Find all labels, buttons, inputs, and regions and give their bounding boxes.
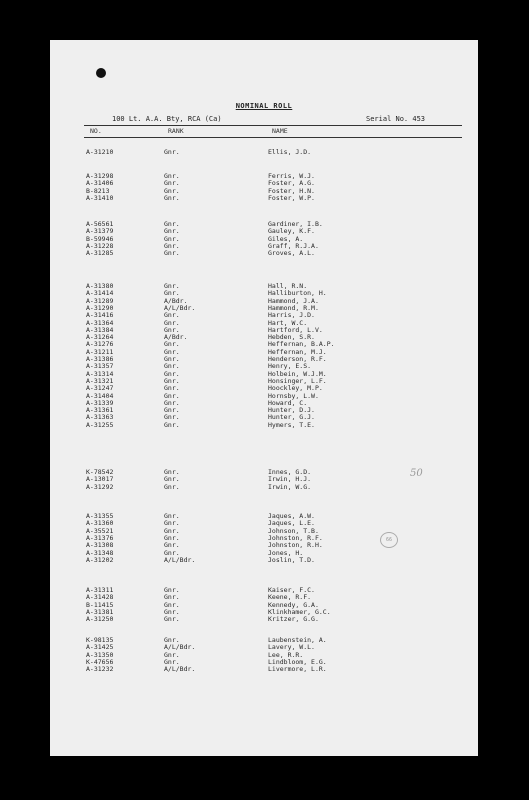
rank-cell: A/Bdr. [164,333,188,342]
rank-cell: Gnr. [164,420,180,429]
name-cell: Foster, A.G. [268,179,315,188]
name-cell: Hammond, R.M. [268,303,319,312]
name-cell: Gardiner, I.B. [268,220,323,228]
service-number: B-59946 [86,234,114,243]
rank-cell: Gnr. [164,533,180,542]
name-cell: Foster, W.P. [268,193,315,202]
name-cell: Innes, G.D. [268,468,312,476]
rank-cell: Gnr. [164,600,180,609]
table-row [50,615,478,623]
service-number: A-31211 [86,347,114,356]
service-number: A-31339 [86,398,114,407]
service-number: A-31384 [86,325,114,334]
service-number: B-8213 [86,186,110,195]
name-cell: Joslin, T.D. [268,555,315,564]
name-cell: Hunter, D.J. [268,406,315,415]
name-cell: Hart, W.C. [268,318,308,327]
rank-cell: Gnr. [164,512,180,520]
rank-cell: Gnr. [164,289,180,298]
name-cell: Klinkhamer, G.C. [268,607,331,616]
rank-cell: Gnr. [164,384,180,393]
name-cell: Kaiser, F.C. [268,586,315,594]
name-cell: Irwin, W.G. [268,482,312,491]
name-cell: Kennedy, G.A. [268,600,319,609]
name-cell: Jaques, L.E. [268,519,315,528]
name-cell: Lindbloom, E.G. [268,657,327,666]
service-number: A-31410 [86,193,114,202]
name-cell: Holbein, W.J.M. [268,369,327,378]
serial-number: Serial No. 453 [366,115,426,123]
name-cell: Jones, H. [268,548,304,557]
name-cell: Hebden, S.R. [268,333,315,342]
service-number: A-31250 [86,615,114,624]
rank-cell: Gnr. [164,340,180,349]
service-number: A-31285 [86,249,114,258]
table-row [50,249,478,257]
service-number: A-31292 [86,482,114,491]
name-cell: Heffernan, B.A.P. [268,340,335,349]
service-number: K-78542 [86,468,114,476]
name-cell: Johnson, T.B. [268,526,319,535]
rank-cell: Gnr. [164,249,180,258]
service-number: A-31255 [86,420,114,429]
name-cell: Henry, E.S. [268,362,312,371]
rank-cell: Gnr. [164,636,180,644]
name-cell: Hall, R.N. [268,282,308,290]
service-number: A-31264 [86,333,114,342]
service-number: K-47656 [86,657,114,666]
name-cell: Harris, J.D. [268,311,315,320]
name-cell: Hunter, G.J. [268,413,315,422]
name-cell: Giles, A. [268,234,304,243]
table-row [50,483,478,491]
service-number: A-31357 [86,362,114,371]
table-row [50,421,478,429]
rank-cell: Gnr. [164,325,180,334]
service-number: A-56561 [86,220,114,228]
rank-cell: A/L/Bdr. [164,555,196,564]
rank-cell: Gnr. [164,355,180,363]
stamp-mark: 66 [380,532,398,548]
name-cell: Lavery, W.L. [268,643,315,652]
rank-cell: Gnr. [164,398,180,407]
service-number: A-31311 [86,586,114,594]
service-number: A-31210 [86,148,114,156]
roll-entries [50,40,478,756]
rank-cell: Gnr. [164,282,180,290]
rank-cell: Gnr. [164,657,180,666]
rank-cell: Gnr. [164,318,180,327]
table-row [50,148,478,156]
rank-cell: Gnr. [164,369,180,378]
name-cell: Halliburton, H. [268,289,327,298]
rank-cell: Gnr. [164,615,180,624]
name-cell: Irwin, H.J. [268,475,312,484]
name-cell: Honsinger, L.F. [268,376,327,385]
rank-cell: Gnr. [164,193,180,202]
column-header-name: NAME [272,127,288,135]
rank-cell: Gnr. [164,311,180,320]
name-cell: Foster, H.N. [268,186,315,195]
service-number: A-31350 [86,650,114,659]
service-number: A-31376 [86,533,114,542]
name-cell: Kritzer, G.G. [268,615,319,624]
name-cell: Laubenstein, A. [268,636,327,644]
rank-cell: A/Bdr. [164,296,188,305]
name-cell: Jaques, A.W. [268,512,315,520]
rank-cell: Gnr. [164,593,180,602]
service-number: A-31361 [86,406,114,415]
unit-label: 100 Lt. A.A. Bty, RCA (Ca) [112,115,222,123]
service-number: A-31290 [86,303,114,312]
service-number: A-31381 [86,607,114,616]
service-number: B-11415 [86,600,114,609]
rank-cell: Gnr. [164,519,180,528]
rank-cell: Gnr. [164,548,180,557]
service-number: A-35521 [86,526,114,535]
service-number: K-98135 [86,636,114,644]
service-number: A-31348 [86,548,114,557]
rank-cell: A/L/Bdr. [164,665,196,674]
rank-cell: Gnr. [164,607,180,616]
service-number: A-31379 [86,227,114,236]
rank-cell: Gnr. [164,526,180,535]
service-number: A-31314 [86,369,114,378]
name-cell: Ellis, J.D. [268,148,312,156]
rank-cell: Gnr. [164,241,180,250]
name-cell: Hornsby, L.W. [268,391,319,400]
rank-cell: Gnr. [164,482,180,491]
name-cell: Lee, R.R. [268,650,304,659]
rank-cell: Gnr. [164,413,180,422]
rank-cell: A/L/Bdr. [164,303,196,312]
name-cell: Hammond, J.A. [268,296,319,305]
table-row [50,665,478,673]
rank-cell: Gnr. [164,148,180,156]
rank-cell: Gnr. [164,391,180,400]
column-header-no: NO. [90,127,102,135]
pencil-note: 50 [410,468,423,479]
rank-cell: Gnr. [164,220,180,228]
rank-cell: Gnr. [164,475,180,484]
name-cell: Johnston, R.H. [268,541,323,550]
rank-cell: Gnr. [164,172,180,180]
name-cell: Hartford, L.V. [268,325,323,334]
name-cell: Johnston, R.F. [268,533,323,542]
service-number: A-31414 [86,289,114,298]
name-cell: Livermore, L.R. [268,665,327,674]
service-number: A-31276 [86,340,114,349]
service-number: A-31364 [86,318,114,327]
name-cell: Henderson, R.F. [268,355,327,363]
rank-cell: Gnr. [164,347,180,356]
column-header-rank: RANK [168,127,184,135]
name-cell: Ferris, W.J. [268,172,315,180]
service-number: A-31360 [86,519,114,528]
rank-cell: Gnr. [164,468,180,476]
service-number: A-31428 [86,593,114,602]
service-number: A-31406 [86,179,114,188]
name-cell: Heffernan, M.J. [268,347,327,356]
rank-cell: Gnr. [164,186,180,195]
name-cell: Keene, R.F. [268,593,312,602]
rank-cell: Gnr. [164,362,180,371]
rank-cell: Gnr. [164,650,180,659]
service-number: A-31386 [86,355,114,363]
service-number: A-31298 [86,172,114,180]
rank-cell: Gnr. [164,179,180,188]
service-number: A-31380 [86,282,114,290]
name-cell: Howard, C. [268,398,308,407]
rank-cell: Gnr. [164,227,180,236]
service-number: A-31355 [86,512,114,520]
name-cell: Hymers, T.E. [268,420,315,429]
service-number: A-31228 [86,241,114,250]
service-number: A-31289 [86,296,114,305]
service-number: A-31416 [86,311,114,320]
service-number: A-31425 [86,643,114,652]
service-number: A-31321 [86,376,114,385]
rank-cell: Gnr. [164,406,180,415]
page-title: NOMINAL ROLL [235,102,293,110]
service-number: A-31308 [86,541,114,550]
name-cell: Graff, R.J.A. [268,241,319,250]
rank-cell: Gnr. [164,376,180,385]
rank-cell: Gnr. [164,234,180,243]
rank-cell: A/L/Bdr. [164,643,196,652]
name-cell: Hoockley, M.P. [268,384,323,393]
service-number: A-31247 [86,384,114,393]
service-number: A-31404 [86,391,114,400]
service-number: A-31232 [86,665,114,674]
name-cell: Gauley, K.F. [268,227,315,236]
service-number: A-31202 [86,555,114,564]
service-number: A-31363 [86,413,114,422]
document-page [50,40,478,756]
rank-cell: Gnr. [164,586,180,594]
service-number: A-13017 [86,475,114,484]
table-row [50,556,478,564]
table-row [50,194,478,202]
rank-cell: Gnr. [164,541,180,550]
name-cell: Groves, A.L. [268,249,315,258]
